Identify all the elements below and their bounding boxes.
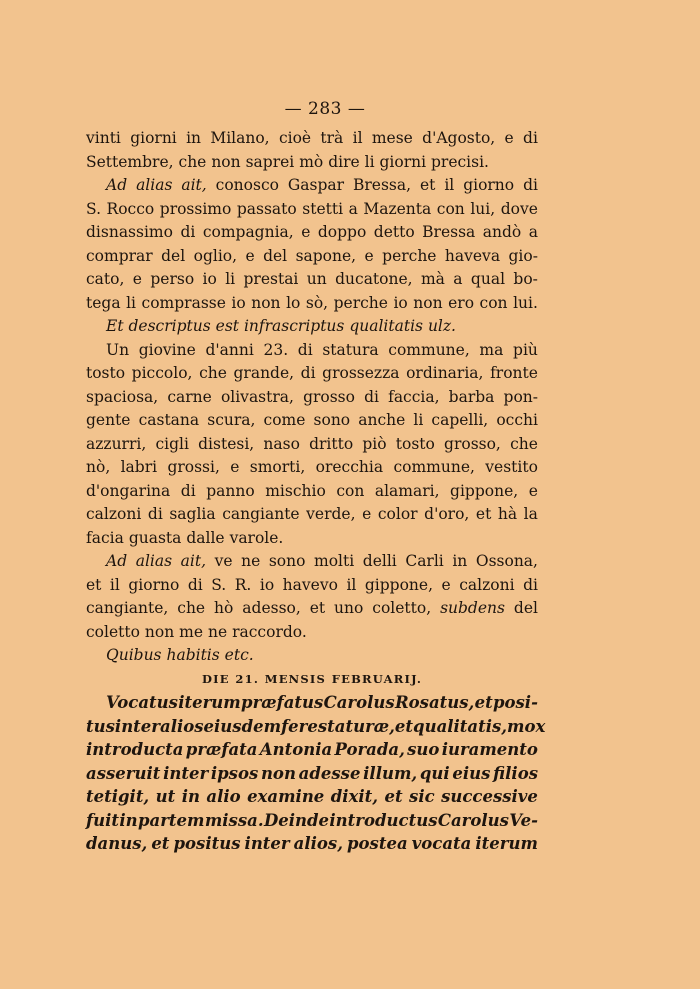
word: Milano, bbox=[210, 129, 270, 147]
word: di bbox=[297, 340, 313, 359]
word: più bbox=[513, 340, 538, 359]
word: olivastra, bbox=[220, 387, 294, 406]
word: etc. bbox=[224, 646, 254, 664]
word: partem bbox=[137, 810, 205, 830]
word: coletto bbox=[86, 622, 140, 641]
word: alias bbox=[135, 552, 173, 570]
word: grosso, bbox=[444, 434, 501, 453]
word: Vocatus bbox=[106, 693, 178, 712]
word: postea bbox=[347, 834, 408, 853]
word: e bbox=[132, 270, 142, 288]
word: perche bbox=[382, 246, 437, 265]
word: S. bbox=[86, 199, 101, 218]
word: ordinaria, bbox=[406, 364, 484, 382]
word: in bbox=[119, 810, 138, 830]
word: li bbox=[126, 293, 137, 312]
word: introducta bbox=[86, 740, 184, 759]
word: coletto, bbox=[372, 599, 432, 617]
text-line bbox=[86, 386, 538, 410]
word: Rocco bbox=[106, 199, 155, 218]
word: havevo bbox=[282, 575, 338, 594]
word: gippone, bbox=[364, 575, 434, 594]
word: il bbox=[346, 575, 357, 594]
word: MENSIS bbox=[264, 671, 326, 686]
word: con bbox=[336, 481, 365, 500]
word: Antonia bbox=[259, 740, 333, 759]
word: gente bbox=[86, 411, 131, 429]
word: nò, bbox=[86, 458, 111, 476]
word: piò bbox=[362, 434, 387, 453]
word: mà bbox=[420, 270, 445, 288]
word: mischio bbox=[265, 481, 326, 500]
word: et bbox=[86, 575, 102, 594]
word: alio bbox=[206, 787, 241, 806]
word: facia bbox=[86, 528, 124, 547]
word: io bbox=[393, 293, 408, 312]
word: et bbox=[394, 716, 414, 736]
word: Settembre, bbox=[86, 152, 174, 171]
word: del bbox=[263, 246, 288, 265]
word: oglio, bbox=[193, 246, 238, 265]
word: cigli bbox=[155, 434, 189, 453]
word: io bbox=[202, 270, 217, 288]
word: fere bbox=[281, 716, 318, 736]
word: pon- bbox=[503, 387, 538, 406]
text-line bbox=[86, 527, 538, 551]
word: qualitatis bbox=[349, 317, 423, 335]
word: Quibus bbox=[106, 646, 162, 664]
word: adesso, bbox=[242, 599, 301, 617]
text-line bbox=[86, 339, 538, 363]
text-line bbox=[86, 292, 538, 316]
word: et bbox=[309, 599, 326, 617]
word: positus bbox=[173, 834, 241, 853]
text-line bbox=[86, 644, 538, 668]
word: la bbox=[523, 505, 538, 523]
word: commune, bbox=[393, 458, 475, 476]
word: non bbox=[144, 622, 175, 641]
word: vocata bbox=[411, 834, 472, 853]
word: castana bbox=[138, 411, 200, 429]
word: vestito bbox=[485, 458, 538, 476]
text-line bbox=[86, 174, 538, 198]
word: occhi bbox=[496, 411, 538, 429]
word: carne bbox=[167, 387, 212, 406]
word: scura, bbox=[207, 411, 256, 429]
word: et bbox=[474, 693, 493, 712]
word: d'Agosto, bbox=[422, 129, 496, 147]
word: di bbox=[187, 575, 203, 594]
word: anche bbox=[358, 411, 406, 429]
word: qual bbox=[470, 270, 506, 288]
word: calzoni bbox=[86, 505, 142, 523]
word: ut bbox=[155, 787, 176, 806]
word: iterum bbox=[178, 693, 241, 712]
word: gippone, bbox=[450, 481, 519, 500]
word: est bbox=[215, 317, 239, 335]
word: lo bbox=[286, 293, 301, 312]
word: fronte bbox=[490, 364, 538, 382]
word: panno bbox=[206, 481, 255, 500]
word: fuit bbox=[86, 810, 119, 830]
word: io bbox=[231, 293, 246, 312]
word: d'oro, bbox=[424, 505, 470, 523]
text-line bbox=[86, 433, 538, 457]
word: me bbox=[179, 622, 204, 641]
word: di bbox=[523, 129, 538, 147]
word: e bbox=[528, 481, 538, 500]
word: trà bbox=[320, 129, 344, 147]
word: faccia, bbox=[388, 387, 440, 406]
word: inter bbox=[163, 763, 209, 783]
word: in bbox=[181, 787, 200, 806]
word: inter bbox=[114, 716, 160, 736]
word: missa. bbox=[204, 810, 264, 830]
word: haveva bbox=[444, 246, 501, 265]
word: di bbox=[180, 481, 196, 500]
text-line bbox=[86, 738, 538, 762]
word: Bressa, bbox=[352, 176, 412, 194]
word: DIE bbox=[201, 671, 230, 686]
word: li bbox=[413, 411, 424, 429]
word: che bbox=[178, 152, 207, 171]
word: stetti bbox=[302, 199, 344, 218]
text-line bbox=[86, 668, 538, 692]
word: perche bbox=[333, 293, 388, 312]
word: alias bbox=[136, 176, 173, 194]
word: io bbox=[259, 575, 275, 594]
word: qualitatis, bbox=[413, 716, 508, 736]
word: ipsos bbox=[210, 763, 259, 783]
word: Porada, bbox=[334, 740, 405, 759]
word: ulz. bbox=[427, 317, 456, 335]
word: bo- bbox=[513, 270, 538, 288]
text-line bbox=[86, 245, 538, 269]
text-line bbox=[86, 715, 546, 739]
word: dove bbox=[500, 199, 538, 218]
word: di bbox=[147, 505, 163, 523]
text-line bbox=[86, 127, 538, 151]
word: mox bbox=[507, 716, 546, 736]
word: Bressa bbox=[422, 223, 476, 241]
word: molti bbox=[314, 552, 355, 570]
word: d'ongarina bbox=[86, 481, 171, 500]
word: dalle bbox=[186, 528, 225, 547]
word: e bbox=[362, 505, 372, 523]
word: uno bbox=[334, 599, 364, 617]
word: a bbox=[453, 270, 463, 288]
word: Gaspar bbox=[287, 176, 345, 194]
word: calzoni bbox=[459, 575, 515, 594]
word: gio- bbox=[508, 246, 538, 265]
text-line bbox=[86, 550, 538, 574]
word: subdens bbox=[440, 599, 505, 617]
word: di bbox=[300, 364, 316, 382]
word: e bbox=[441, 575, 451, 594]
word: sic bbox=[409, 787, 435, 806]
word: e bbox=[504, 129, 514, 147]
word: cato, bbox=[86, 270, 125, 288]
word: il bbox=[444, 176, 455, 194]
word: doppo bbox=[317, 223, 367, 241]
text-line bbox=[86, 597, 538, 621]
word: Ossona, bbox=[475, 552, 538, 570]
word: tetigit, bbox=[86, 787, 150, 806]
text-line bbox=[86, 480, 538, 504]
word: cangiante, bbox=[86, 599, 169, 617]
word: e bbox=[301, 223, 311, 241]
text-line bbox=[86, 456, 538, 480]
word: Un bbox=[106, 340, 130, 359]
word: filios bbox=[493, 763, 538, 783]
word: di bbox=[364, 387, 379, 406]
word: grosso bbox=[303, 387, 355, 406]
word: giorno bbox=[463, 176, 515, 194]
word: sapone, bbox=[295, 246, 357, 265]
word: raccordo. bbox=[232, 622, 307, 641]
word: successive bbox=[441, 787, 538, 806]
word: giorni bbox=[379, 152, 427, 171]
word: precisi. bbox=[431, 152, 489, 171]
word: tega bbox=[86, 293, 121, 312]
word: disnassimo bbox=[86, 223, 173, 241]
word: prossimo bbox=[159, 199, 232, 218]
word: eius bbox=[452, 763, 491, 783]
word: tosto bbox=[395, 434, 435, 453]
text-line bbox=[86, 315, 538, 339]
word: comprasse bbox=[141, 293, 226, 312]
word: grossezza bbox=[322, 364, 400, 382]
text-line bbox=[86, 503, 538, 527]
word: statura bbox=[322, 340, 379, 359]
word: inter bbox=[244, 834, 290, 853]
word: et bbox=[384, 787, 403, 806]
word: giorno bbox=[128, 575, 180, 594]
word: tus bbox=[86, 716, 115, 736]
word: Deinde bbox=[263, 810, 330, 830]
word: mò bbox=[299, 152, 324, 171]
word: andò bbox=[482, 223, 522, 241]
word: illum, bbox=[363, 763, 418, 783]
word: Rosatus, bbox=[394, 693, 475, 712]
word: Carolus bbox=[323, 693, 395, 712]
word: di bbox=[180, 223, 196, 241]
word: varole. bbox=[229, 528, 284, 547]
word: orecchia bbox=[315, 458, 384, 476]
word: d'anni bbox=[205, 340, 254, 359]
word: grande, bbox=[233, 364, 295, 382]
word: Ve- bbox=[509, 810, 538, 830]
word: introductus bbox=[329, 810, 438, 830]
text-line bbox=[86, 221, 538, 245]
text-line bbox=[86, 198, 538, 222]
word: ait, bbox=[181, 176, 207, 194]
word: commune, bbox=[388, 340, 470, 359]
word: alamari, bbox=[374, 481, 440, 500]
word: et bbox=[419, 176, 436, 194]
body-text bbox=[86, 127, 546, 856]
word: delli bbox=[362, 552, 397, 570]
word: del bbox=[161, 246, 186, 265]
text-line bbox=[86, 832, 538, 856]
word: li bbox=[225, 270, 236, 288]
word: giorni bbox=[130, 129, 177, 147]
text-line bbox=[86, 785, 538, 809]
word: in bbox=[186, 129, 202, 147]
word: sono bbox=[268, 552, 306, 570]
word: suo bbox=[407, 740, 440, 759]
word: et bbox=[151, 834, 170, 853]
word: non bbox=[211, 152, 241, 171]
word: del bbox=[513, 599, 538, 617]
word: di bbox=[523, 176, 538, 194]
word: perso bbox=[150, 270, 195, 288]
word: con bbox=[479, 293, 508, 312]
word: distesi, bbox=[198, 434, 255, 453]
word: posi- bbox=[492, 693, 538, 712]
word: che bbox=[199, 364, 227, 382]
word: labri bbox=[120, 458, 158, 476]
page-number: — 283 — bbox=[284, 99, 366, 119]
word: iuramento bbox=[441, 740, 538, 759]
word: saprei bbox=[245, 152, 295, 171]
word: e bbox=[230, 458, 240, 476]
word: qui bbox=[419, 763, 450, 783]
word: un bbox=[306, 270, 327, 288]
text-line bbox=[86, 268, 538, 292]
word: mese bbox=[371, 129, 413, 147]
word: hà bbox=[497, 505, 518, 523]
word: sono bbox=[313, 411, 351, 429]
word: di bbox=[523, 575, 538, 594]
word: ait, bbox=[180, 552, 206, 570]
word: infrascriptus bbox=[243, 317, 345, 335]
word: a bbox=[348, 199, 358, 218]
word: alios bbox=[160, 716, 204, 736]
word: tosto bbox=[86, 364, 126, 382]
word: præfatus bbox=[241, 693, 324, 712]
word: barba bbox=[448, 387, 495, 406]
text-line bbox=[86, 151, 538, 175]
word: cioè bbox=[278, 129, 312, 147]
word: lui, bbox=[470, 199, 496, 218]
word: staturæ, bbox=[317, 716, 395, 736]
text-line bbox=[86, 762, 538, 786]
word: cangiante bbox=[222, 505, 300, 523]
word: spaciosa, bbox=[86, 387, 159, 406]
word: e bbox=[245, 246, 255, 265]
text-line bbox=[86, 362, 538, 386]
word: lui. bbox=[513, 293, 538, 312]
word: prestai bbox=[243, 270, 299, 288]
word: Et bbox=[106, 317, 124, 335]
word: danus, bbox=[86, 834, 148, 853]
word: Carli bbox=[405, 552, 444, 570]
word: compagnia, bbox=[202, 223, 294, 241]
word: a bbox=[528, 223, 538, 241]
word: piccolo, bbox=[131, 364, 193, 382]
word: passato bbox=[236, 199, 297, 218]
word: che bbox=[177, 599, 206, 617]
word: hò bbox=[214, 599, 234, 617]
word: asseruit bbox=[86, 763, 161, 783]
word: il bbox=[109, 575, 120, 594]
word: dritto bbox=[309, 434, 354, 453]
text-line bbox=[86, 409, 538, 433]
word: Carolus bbox=[437, 810, 509, 830]
word: et bbox=[475, 505, 492, 523]
word: dire bbox=[328, 152, 360, 171]
word: conosco bbox=[215, 176, 279, 194]
word: non bbox=[251, 293, 281, 312]
word: FEBRUARIJ. bbox=[331, 671, 423, 686]
text-line bbox=[86, 809, 538, 833]
word: Ad bbox=[106, 552, 128, 570]
word: ma bbox=[479, 340, 504, 359]
word: ne bbox=[207, 622, 228, 641]
word: che bbox=[510, 434, 538, 453]
word: con bbox=[436, 199, 465, 218]
word: color bbox=[377, 505, 418, 523]
word: comprar bbox=[86, 246, 153, 265]
word: ducatone, bbox=[335, 270, 413, 288]
word: Ad bbox=[106, 176, 128, 194]
word: azzurri, bbox=[86, 434, 147, 453]
word: come bbox=[263, 411, 306, 429]
word: detto bbox=[373, 223, 415, 241]
word: S. bbox=[211, 575, 227, 594]
word: eiusdem bbox=[203, 716, 282, 736]
word: il bbox=[352, 129, 363, 147]
word: iterum bbox=[475, 834, 538, 853]
word: giovine bbox=[138, 340, 196, 359]
word: non bbox=[413, 293, 443, 312]
word: vinti bbox=[86, 129, 121, 147]
word: sò, bbox=[305, 293, 329, 312]
word: R. bbox=[234, 575, 252, 594]
word: grossi, bbox=[167, 458, 220, 476]
word: adesse bbox=[298, 763, 361, 783]
word: ero bbox=[448, 293, 475, 312]
text-line bbox=[86, 574, 538, 598]
word: guasta bbox=[128, 528, 182, 547]
word: ne bbox=[241, 552, 261, 570]
word: dixit, bbox=[330, 787, 379, 806]
word: habitis bbox=[166, 646, 220, 664]
word: 21. bbox=[235, 671, 260, 686]
text-line bbox=[86, 691, 538, 715]
word: alios, bbox=[293, 834, 343, 853]
word: ve bbox=[214, 552, 233, 570]
word: li bbox=[364, 152, 375, 171]
word: descriptus bbox=[128, 317, 211, 335]
word: præfata bbox=[185, 740, 258, 759]
word: Mazenta bbox=[363, 199, 432, 218]
word: 23. bbox=[263, 340, 289, 359]
word: verde, bbox=[306, 505, 356, 523]
word: non bbox=[260, 763, 296, 783]
text-line bbox=[86, 621, 538, 645]
word: naso bbox=[263, 434, 300, 453]
word: smorti, bbox=[249, 458, 306, 476]
word: examine bbox=[247, 787, 325, 806]
word: e bbox=[364, 246, 374, 265]
word: capelli, bbox=[431, 411, 489, 429]
word: saglia bbox=[169, 505, 216, 523]
word: in bbox=[452, 552, 468, 570]
